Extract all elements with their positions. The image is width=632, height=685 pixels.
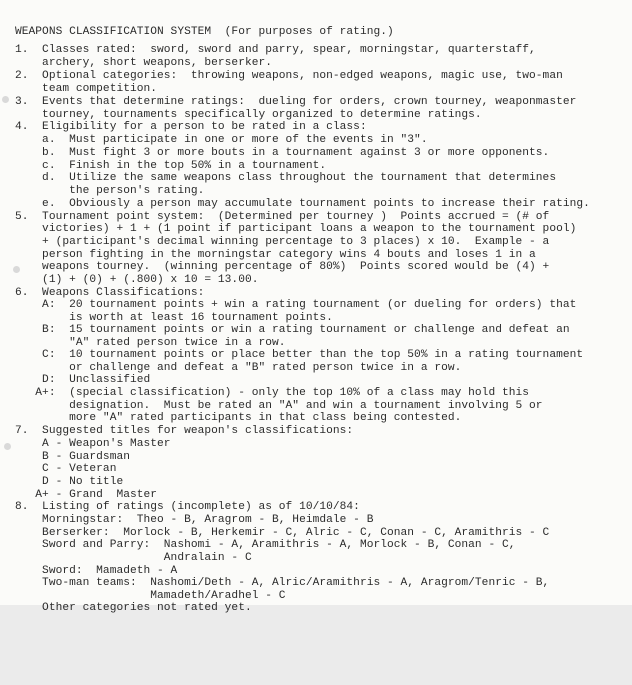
document-line: + (participant's decimal winning percentage to 3 places) x 10. Example - a	[15, 236, 550, 248]
document-line: a. Must participate in one or more of the events in "3".	[15, 134, 428, 146]
document-line: C: 10 tournament points or place better than the top 50% in a rating tournament	[15, 349, 584, 361]
document-line: Mamadeth/Aradhel - C	[15, 590, 286, 602]
document-line: 6. Weapons Classifications:	[15, 287, 205, 299]
document-line: Andralain - C	[15, 552, 252, 564]
document-line: c. Finish in the top 50% in a tournament.	[15, 160, 327, 172]
document-line: Other categories not rated yet.	[15, 602, 252, 614]
document-line: Sword: Mamadeth - A	[15, 565, 178, 577]
document-line: B: 15 tournament points or win a rating tournament or challenge and defeat an	[15, 324, 570, 336]
punch-hole-top	[2, 96, 9, 103]
document-line: e. Obviously a person may accumulate tournament points to increase their rating.	[15, 198, 590, 210]
document-line: C - Veteran	[15, 463, 117, 475]
document-line: 8. Listing of ratings (incomplete) as of 10/10/84:	[15, 501, 360, 513]
document-line: A: 20 tournament points + win a rating tournament (or dueling for orders) that	[15, 299, 577, 311]
document-line: d. Utilize the same weapons class throughout the tournament that determines	[15, 172, 557, 184]
document-line: "A" rated person twice in a row.	[15, 337, 286, 349]
document-line: or challenge and defeat a "B" rated person twice in a row.	[15, 362, 462, 374]
document-line: b. Must fight 3 or more bouts in a tournament against 3 or more opponents.	[15, 147, 550, 159]
document-line: the person's rating.	[15, 185, 205, 197]
document-line: A - Weapon's Master	[15, 438, 171, 450]
document-line: person fighting in the morningstar category wins 4 bouts and loses 1 in a	[15, 249, 536, 261]
document-line: Morningstar: Theo - B, Aragrom - B, Heimdale - B	[15, 514, 374, 526]
document-line: Two-man teams: Nashomi/Deth - A, Alric/Aramithris - A, Aragrom/Tenric - B,	[15, 577, 550, 589]
document-line: 4. Eligibility for a person to be rated in a class:	[15, 121, 367, 133]
document-line: A+ - Grand Master	[15, 489, 158, 501]
document-line: D: Unclassified	[15, 374, 151, 386]
document-line: weapons tourney. (winning percentage of 80%) Points scored would be (4) +	[15, 261, 550, 273]
document-line: 1. Classes rated: sword, sword and parry, spear, morningstar, quarterstaff,	[15, 44, 536, 56]
document-line: D - No title	[15, 476, 124, 488]
document-line: Berserker: Morlock - B, Herkemir - C, Alric - C, Conan - C, Aramithris - C	[15, 527, 550, 539]
document-line: 5. Tournament point system: (Determined per tourney ) Points accrued = (# of	[15, 211, 550, 223]
document-line: B - Guardsman	[15, 451, 130, 463]
document-line: (1) + (0) + (.800) x 10 = 13.00.	[15, 274, 259, 286]
document-line: A+: (special classification) - only the top 10% of a class may hold this	[15, 387, 530, 399]
document-line: is worth at least 16 tournament points.	[15, 312, 333, 324]
document-line: archery, short weapons, berserker.	[15, 57, 273, 69]
document-line: 2. Optional categories: throwing weapons, non-edged weapons, magic use, two-man	[15, 70, 563, 82]
document-line: 3. Events that determine ratings: dueling for orders, crown tourney, weaponmaster	[15, 96, 577, 108]
document-line: more "A" rated participants in that class being contested.	[15, 412, 462, 424]
document-line: designation. Must be rated an "A" and win a tournament involving 5 or	[15, 400, 543, 412]
punch-hole-bottom	[4, 443, 11, 450]
document-line: tourney, tournaments specifically organized to determine ratings.	[15, 109, 482, 121]
document-line: Sword and Parry: Nashomi - A, Aramithris - A, Morlock - B, Conan - C,	[15, 539, 516, 551]
document-line: victories) + 1 + (1 point if participant loans a weapon to the tournament pool)	[15, 223, 577, 235]
document-line: 7. Suggested titles for weapon's classifications:	[15, 425, 354, 437]
document-header: WEAPONS CLASSIFICATION SYSTEM (For purposes of rating.)	[15, 26, 394, 38]
document-line: team competition.	[15, 83, 158, 95]
